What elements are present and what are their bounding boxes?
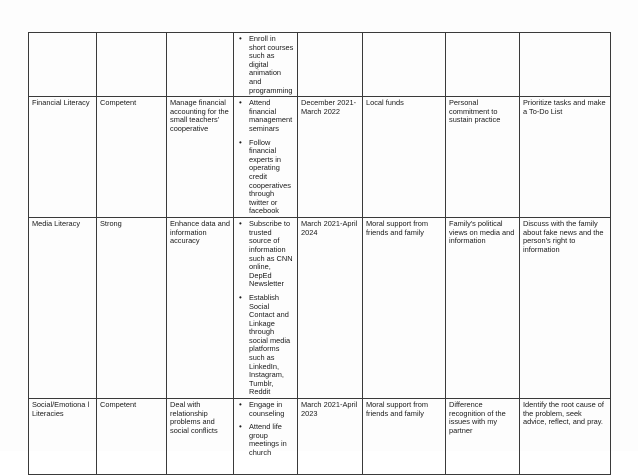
- objective-cell: [167, 33, 234, 97]
- level-cell: Competent: [97, 399, 167, 475]
- challenge-response-cell: Prioritize tasks and make a To-Do List: [520, 97, 611, 218]
- timeline-cell: March 2021-April 2023: [298, 399, 363, 475]
- level-cell: [97, 33, 167, 97]
- action-item: • Attend financial management seminars: [249, 99, 294, 133]
- action-item: • Engage in counseling: [249, 401, 294, 418]
- resources-cell: Local funds: [363, 97, 446, 218]
- skill-cell: [29, 33, 97, 97]
- actions-list: [237, 220, 294, 397]
- action-item: • Establish Social Contact and Linkage through social media platforms such as LinkedIn, Instagram, Tumblr, Reddit: [249, 294, 294, 397]
- table-row: [29, 399, 611, 475]
- actions-cell: [234, 218, 298, 399]
- table-row: [29, 97, 611, 218]
- timeline-cell: December 2021-March 2022: [298, 97, 363, 218]
- action-item: • Follow financial experts in operating credit cooperatives through twitter or facebook: [249, 139, 294, 216]
- skill-cell: Social/Emotiona l Literacies: [29, 399, 97, 475]
- resources-cell: [363, 33, 446, 97]
- timeline-cell: March 2021-April 2024: [298, 218, 363, 399]
- resources-cell: Moral support from friends and family: [363, 399, 446, 475]
- challenge-response-cell: Discuss with the family about fake news and the person's right to information: [520, 218, 611, 399]
- actions-cell: [234, 399, 298, 475]
- actions-list: [237, 401, 294, 458]
- table-row: [29, 33, 611, 97]
- level-cell: Competent: [97, 97, 167, 218]
- timeline-cell: [298, 33, 363, 97]
- actions-list: [237, 99, 294, 216]
- objective-cell: Deal with relationship problems and social conflicts: [167, 399, 234, 475]
- skill-cell: Media Literacy: [29, 218, 97, 399]
- development-plan-table: [28, 32, 611, 475]
- support-cell: Difference recognition of the issues with my partner: [446, 399, 520, 475]
- level-cell: Strong: [97, 218, 167, 399]
- support-cell: Family's political views on media and information: [446, 218, 520, 399]
- support-cell: Personal commitment to sustain practice: [446, 97, 520, 218]
- support-cell: [446, 33, 520, 97]
- action-item: • Attend life group meetings in church: [249, 423, 294, 457]
- resources-cell: Moral support from friends and family: [363, 218, 446, 399]
- actions-list: [237, 35, 294, 95]
- skill-cell: Financial Literacy: [29, 97, 97, 218]
- action-item: • Enroll in short courses such as digital animation and programming: [249, 35, 294, 95]
- objective-cell: Enhance data and information accuracy: [167, 218, 234, 399]
- challenge-response-cell: [520, 33, 611, 97]
- challenge-response-cell: Identify the root cause of the problem, seek advice, reflect, and pray.: [520, 399, 611, 475]
- actions-cell: [234, 33, 298, 97]
- objective-cell: Manage financial accounting for the small teachers' cooperative: [167, 97, 234, 218]
- actions-cell: [234, 97, 298, 218]
- table-row: [29, 218, 611, 399]
- action-item: • Subscribe to trusted source of information such as CNN online, DepEd Newsletter: [249, 220, 294, 289]
